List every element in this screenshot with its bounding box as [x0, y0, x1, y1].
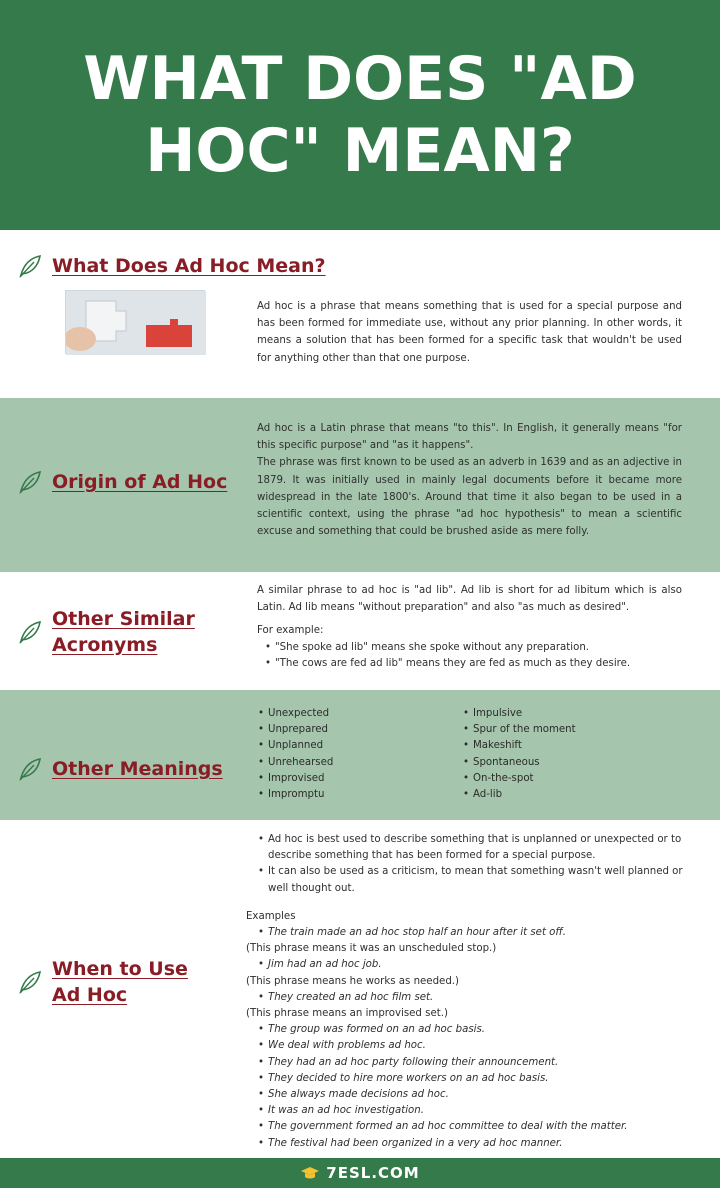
list-item: • The train made an ad hoc stop half an hour after it set off.	[256, 925, 686, 941]
list-item: • They created an ad hoc film set.	[256, 990, 686, 1006]
for-example-label: For example:	[257, 625, 324, 637]
list-item: • The government formed an ad hoc committee to deal with the matter.	[256, 1119, 686, 1135]
leaf-icon	[16, 618, 44, 646]
section-heading	[16, 606, 202, 658]
section-heading	[16, 468, 227, 496]
list-item: • Spontaneous	[461, 755, 666, 771]
list-item: • She always made decisions ad hoc.	[256, 1087, 686, 1103]
list-item: • The festival had been organized in a very ad hoc manner.	[256, 1136, 686, 1152]
footer-brand[interactable]: 7ESL.COM	[326, 1164, 420, 1182]
puzzle-image	[65, 290, 205, 354]
leaf-icon	[16, 755, 44, 783]
meanings-list-1	[256, 706, 461, 803]
what-paragraph: Ad hoc is a phrase that means something that is used for a special purpose and has been formed for immediate use, without any prior planning. In other words, it means a solution that has been formed for a specific task that wouldn't be used for anything other than that one purpose.	[257, 301, 682, 364]
example-2-list	[256, 957, 686, 973]
origin-paragraph-2: The phrase was first known to be used as an adverb in 1639 and as an adjective in 1879. It was initially used in mainly legal documents before it became more widespread in the late 1800's. Around that time it also began to be used in a scientific context, using the phrase "ad hoc hypothesis" to mean a scientific excuse and something that could be brushed aside as mere folly.	[257, 457, 682, 538]
leaf-icon	[16, 468, 44, 496]
list-item: • It can also be used as a criticism, to mean that something wasn't well planned or well thought out.	[256, 864, 686, 896]
origin-paragraph-1: Ad hoc is a Latin phrase that means "to this". In English, it generally means "for this specific purpose" and "as it happens".	[257, 423, 682, 452]
section-heading	[16, 956, 212, 1008]
leaf-icon	[16, 252, 44, 280]
page-footer	[0, 1158, 720, 1188]
list-item: • Unrehearsed	[256, 755, 461, 771]
section-title: What Does Ad Hoc Mean?	[52, 255, 326, 277]
example-note: (This phrase means it was an unscheduled stop.)	[246, 943, 497, 955]
section-origin	[0, 398, 720, 572]
puzzle-illustration	[66, 291, 206, 355]
section-heading	[16, 755, 223, 783]
examples-label: Examples	[246, 910, 296, 922]
origin-text	[257, 420, 682, 540]
section-heading	[16, 252, 326, 280]
list-item: • They decided to hire more workers on an ad hoc basis.	[256, 1071, 686, 1087]
section-similar	[0, 572, 720, 690]
list-item: • Makeshift	[461, 738, 666, 754]
similar-text	[257, 582, 682, 672]
section-title: Origin of Ad Hoc	[52, 471, 228, 493]
example-note: (This phrase means an improvised set.)	[246, 1008, 448, 1020]
list-item: • On-the-spot	[461, 771, 666, 787]
page-title: WHAT DOES "AD HOC" MEAN?	[83, 44, 637, 186]
leaf-icon	[16, 968, 44, 996]
example-note: (This phrase means he works as needed.)	[246, 975, 459, 987]
list-item: • Spur of the moment	[461, 722, 666, 738]
section-title: Other Meanings	[52, 758, 223, 780]
example-3-list	[256, 990, 686, 1006]
list-item: • Improvised	[256, 771, 461, 787]
section-what-does-ad-hoc-mean	[0, 230, 720, 398]
meanings-columns	[256, 706, 666, 803]
usage-list	[256, 832, 686, 897]
list-item: • Ad-lib	[461, 787, 666, 803]
page-header	[0, 0, 720, 230]
section-title: Other Similar Acronyms	[52, 608, 195, 656]
graduation-cap-icon	[300, 1165, 320, 1181]
list-item: • Unplanned	[256, 738, 461, 754]
similar-examples-list	[263, 640, 682, 672]
list-item: • "The cows are fed ad lib" means they are fed as much as they desire.	[263, 656, 682, 672]
list-item: • We deal with problems ad hoc.	[256, 1038, 686, 1054]
list-item: • Impulsive	[461, 706, 666, 722]
section-when-to-use	[0, 820, 720, 1158]
list-item: • Unexpected	[256, 706, 461, 722]
list-item: • Ad hoc is best used to describe something that is unplanned or unexpected or to describe something that has been formed for a special purpose.	[256, 832, 686, 864]
section-title: When to Use Ad Hoc	[52, 958, 188, 1006]
when-text	[246, 832, 686, 1152]
list-item: • Jim had an ad hoc job.	[256, 957, 686, 973]
list-item: • Unprepared	[256, 722, 461, 738]
list-item: • Impromptu	[256, 787, 461, 803]
meanings-list-2	[461, 706, 666, 803]
list-item: • The group was formed on an ad hoc basis.	[256, 1022, 686, 1038]
section-other-meanings	[0, 690, 720, 820]
more-examples-list	[256, 1022, 686, 1152]
list-item: • "She spoke ad lib" means she spoke without any preparation.	[263, 640, 682, 656]
similar-paragraph: A similar phrase to ad hoc is "ad lib". Ad lib is short for ad libitum which is also Latin. Ad lib means "without preparation" and also "as much as desired".	[257, 585, 682, 614]
list-item: • It was an ad hoc investigation.	[256, 1103, 686, 1119]
list-item: • They had an ad hoc party following their announcement.	[256, 1055, 686, 1071]
example-1-list	[256, 925, 686, 941]
